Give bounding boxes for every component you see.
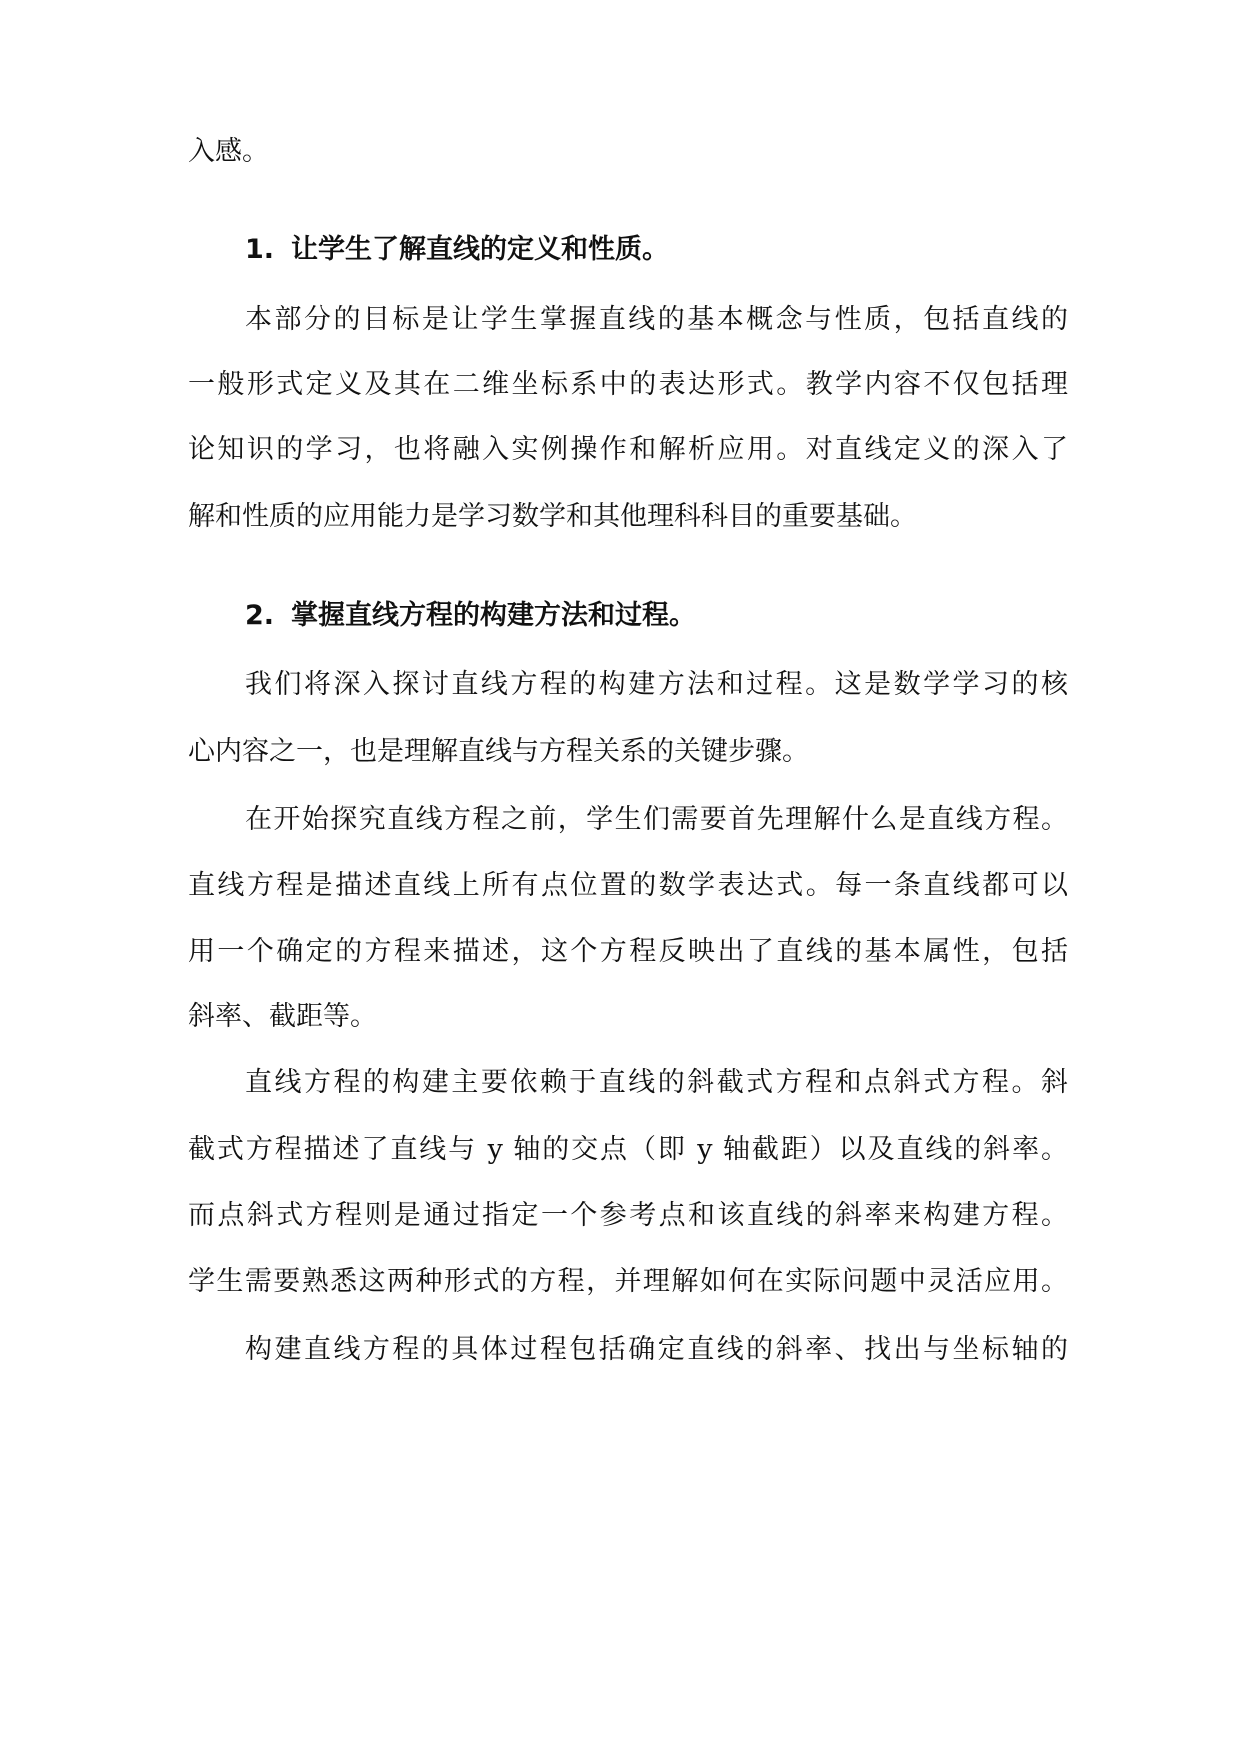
section-2-para-3-line: 直线方程的构建主要依赖于直线的斜截式方程和点斜式方程。斜 — [245, 1067, 1068, 1098]
section-1-heading — [245, 230, 669, 270]
section-1-title: 让学生了解直线的定义和性质。 — [291, 234, 669, 265]
section-2-para-4-line: 构建直线方程的具体过程包括确定直线的斜率、找出与坐标轴的 — [245, 1334, 1068, 1365]
section-2-para-2-line: 斜率、截距等。 — [188, 1001, 377, 1032]
section-2-heading — [245, 596, 696, 636]
section-2-para-2-line: 直线方程是描述直线上所有点位置的数学表达式。每一条直线都可以 — [188, 870, 1068, 901]
section-2-para-1-line: 我们将深入探讨直线方程的构建方法和过程。这是数学学习的核 — [245, 669, 1068, 700]
section-1-para-line: 论知识的学习，也将融入实例操作和解析应用。对直线定义的深入了 — [188, 434, 1068, 465]
section-2-para-3-line: 而点斜式方程则是通过指定一个参考点和该直线的斜率来构建方程。 — [188, 1200, 1068, 1231]
intro-tail-text: 入感。 — [188, 136, 269, 167]
section-2-number: 2. — [245, 600, 275, 631]
section-2-para-3-line: 学生需要熟悉这两种形式的方程，并理解如何在实际问题中灵活应用。 — [188, 1266, 1068, 1297]
section-2-para-2-line: 用一个确定的方程来描述，这个方程反映出了直线的基本属性，包括 — [188, 936, 1068, 967]
section-2-para-3-line: 截式方程描述了直线与 y 轴的交点（即 y 轴截距）以及直线的斜率。 — [188, 1134, 1068, 1165]
section-2-para-2-line: 在开始探究直线方程之前，学生们需要首先理解什么是直线方程。 — [245, 804, 1068, 835]
section-2-title: 掌握直线方程的构建方法和过程。 — [291, 600, 696, 631]
section-1-para-line: 一般形式定义及其在二维坐标系中的表达形式。教学内容不仅包括理 — [188, 369, 1068, 400]
section-1-para-line: 本部分的目标是让学生掌握直线的基本概念与性质，包括直线的 — [245, 304, 1068, 335]
section-2-para-1-line: 心内容之一，也是理解直线与方程关系的关键步骤。 — [188, 736, 809, 767]
section-1-para-line: 解和性质的应用能力是学习数学和其他理科科目的重要基础。 — [188, 501, 917, 532]
section-1-number: 1. — [245, 234, 275, 265]
